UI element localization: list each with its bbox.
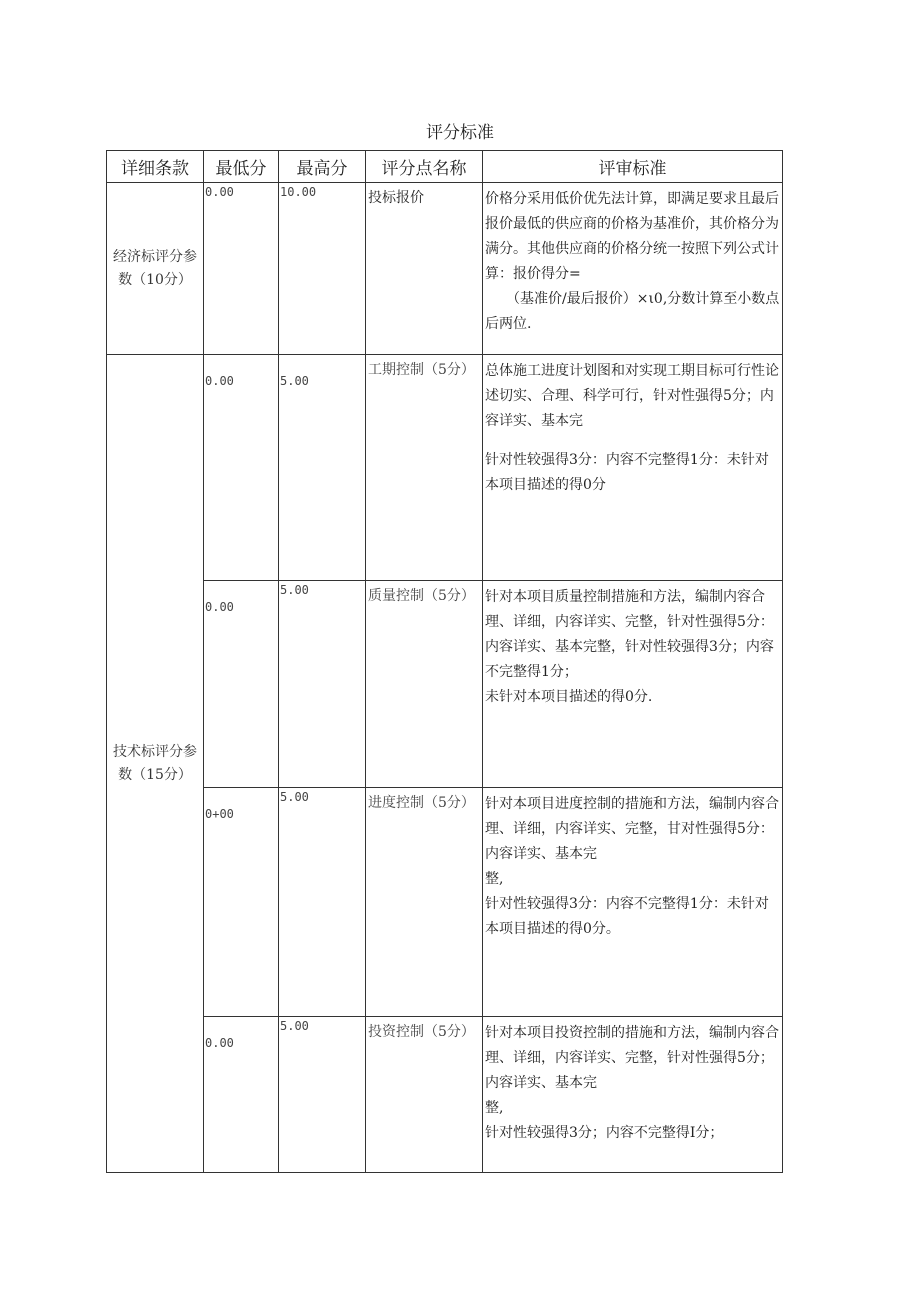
header-clause: 详细条款	[107, 151, 204, 183]
min-score: 0.00	[204, 355, 279, 581]
criteria-cell	[483, 581, 783, 788]
category-technical: 技术标评分参数（15分）	[107, 355, 204, 1173]
scoring-point: 投标报价	[366, 183, 483, 355]
header-criteria: 评审标准	[483, 151, 783, 183]
max-score: 5.00	[279, 581, 366, 788]
criteria-line: 针对本项目质量控制措施和方法，编制内容合理、详细，内容详实、完整，针对性强得5分：内容详实、基本完整，针对性较强得3分；内容不完整得1分；	[485, 589, 774, 680]
criteria-line: 针对性较强得3分：内容不完整得1分：未针对本项目描述的得0分	[485, 452, 769, 493]
criteria-line: 总体施工进度计划图和对实现工期目标可行性论述切实、合理、科学可行，针对性强得5分；内容详实、基本完	[485, 363, 779, 429]
scoring-point: 投资控制（5分）	[366, 1017, 483, 1173]
table-row-economic	[107, 183, 783, 355]
max-score: 5.00	[279, 355, 366, 581]
min-score: 0.00	[204, 581, 279, 788]
max-score: 10.00	[279, 183, 366, 355]
header-min: 最低分	[204, 151, 279, 183]
criteria-cell	[483, 788, 783, 1017]
criteria-line: 整,	[485, 871, 504, 887]
min-score: 0+00	[204, 788, 279, 1017]
max-score: 5.00	[279, 788, 366, 1017]
scoring-point: 工期控制（5分）	[366, 355, 483, 581]
criteria-line: 针对本项目进度控制的措施和方法，编制内容合理、详细，内容详实、完整，甘对性强得5分：内容详实、基本完	[485, 796, 779, 862]
criteria-line: 未针对本项目描述的得0分.	[485, 689, 653, 705]
criteria-line: （基准价/最后报价）×ι0,分数计算至小数点后两位.	[485, 291, 780, 332]
category-economic: 经济标评分参数（10分）	[107, 183, 204, 355]
table-row-technical-4	[107, 1017, 783, 1173]
scoring-point: 质量控制（5分）	[366, 581, 483, 788]
page-title: 评分标准	[426, 123, 494, 143]
criteria-cell	[483, 1017, 783, 1173]
criteria-line: 整,	[485, 1100, 504, 1116]
max-score: 5.00	[279, 1017, 366, 1173]
header-row	[107, 151, 783, 183]
scoring-point: 进度控制（5分）	[366, 788, 483, 1017]
header-max: 最高分	[279, 151, 366, 183]
criteria-line: 针对本项目投资控制的措施和方法，编制内容合理、详细，内容详实、完整，针对性强得5分；内容详实、基本完	[485, 1025, 779, 1091]
criteria-cell	[483, 183, 783, 355]
min-score: 0.00	[204, 183, 279, 355]
criteria-line: 针对性较强得3分：内容不完整得1分：未针对本项目描述的得0分。	[485, 896, 769, 937]
criteria-line: 针对性较强得3分；内容不完整得I分；	[485, 1125, 724, 1141]
table-row-technical-1	[107, 355, 783, 581]
criteria-cell	[483, 355, 783, 581]
table-row-technical-2	[107, 581, 783, 788]
header-point: 评分点名称	[366, 151, 483, 183]
table-row-technical-3	[107, 788, 783, 1017]
min-score: 0.00	[204, 1017, 279, 1173]
criteria-line: 价格分采用低价优先法计算，即满足要求且最后报价最低的供应商的价格为基准价，其价格分为满分。其他供应商的价格分统一按照下列公式计算：报价得分=	[485, 191, 779, 282]
scoring-table	[106, 150, 783, 1173]
